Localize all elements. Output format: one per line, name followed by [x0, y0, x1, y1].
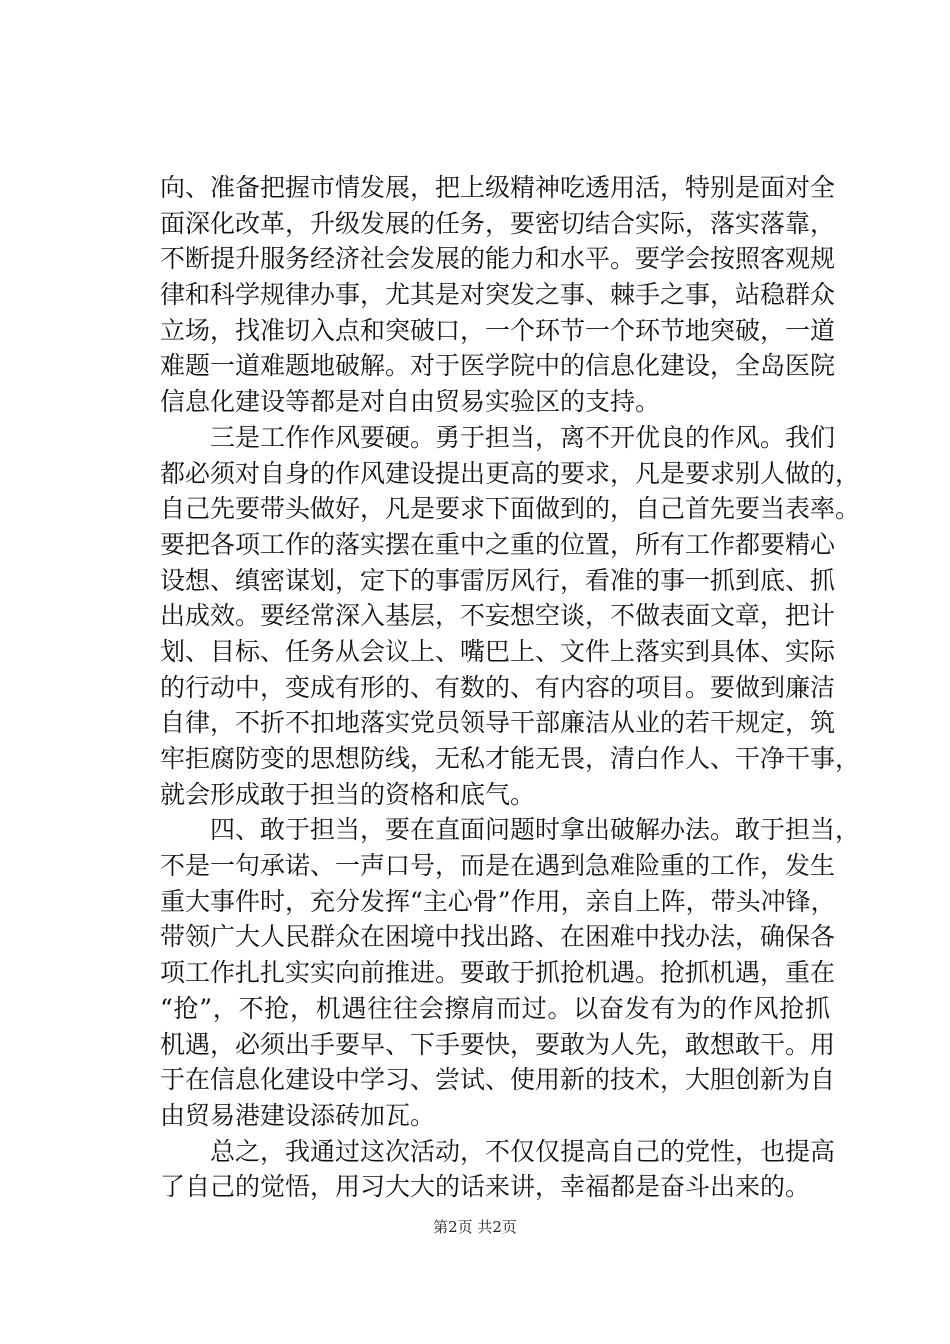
text-line: 牢拒腐防变的思想防线，无私才能无畏，清白作人、干净干事， [160, 744, 861, 773]
text-line: 重大事件时，充分发挥“主心骨”作用，亲自上阵，带头冲锋， [160, 886, 836, 916]
paragraph [160, 170, 836, 420]
text-line: 向、准备把握市情发展，把上级精神吃透用活，特别是面对全 [160, 173, 836, 202]
text-line: 出成效。要经常深入基层，不妄想空谈，不做表面文章，把计 [160, 601, 836, 631]
text-line: 不断提升服务经济社会发展的能力和水平。要学会按照客观规 [160, 244, 836, 274]
text-line: 律和科学规律办事，尤其是对突发之事、棘手之事，站稳群众 [160, 280, 836, 310]
text-line: 自己先要带头做好，凡是要求下面做到的，自己首先要当表率。 [160, 494, 861, 524]
text-line: 于在信息化建设中学习、尝试、使用新的技术，大胆创新为自 [160, 1065, 836, 1095]
text-line: 都必须对自身的作风建设提出更高的要求，凡是要求别人做的， [160, 458, 861, 488]
text-line: 立场，找准切入点和突破口，一个环节一个环节地突破，一道 [160, 315, 836, 345]
text-line: 带领广大人民群众在困境中找出路、在困难中找办法，确保各 [160, 922, 836, 952]
text-line: 信息化建设等都是对自由贸易实验区的支持。 [160, 387, 661, 417]
page-footer: 第2页 共2页 [433, 1218, 517, 1236]
text-line: 三是工作作风要硬。勇于担当，离不开优良的作风。我们 [210, 422, 836, 452]
text-line: 不是一句承诺、一声口号，而是在遇到急难险重的工作，发生 [160, 851, 836, 881]
text-line: 面深化改革，升级发展的任务，要密切结合实际，落实落靠， [160, 208, 836, 238]
text-line: 四、敢于担当，要在直面问题时拿出破解办法。敢于担当， [210, 815, 861, 845]
document-body [160, 170, 861, 1205]
paragraph [160, 1134, 836, 1205]
text-line: 由贸易港建设添砖加瓦。 [160, 1100, 436, 1130]
paragraph [160, 812, 861, 1133]
text-line: 设想、缜密谋划，定下的事雷厉风行，看准的事一抓到底、抓 [160, 565, 836, 595]
text-line: 划、目标、任务从会议上、嘴巴上、文件上落实到具体、实际 [160, 636, 836, 666]
text-line: 的行动中，变成有形的、有数的、有内容的项目。要做到廉洁 [160, 672, 836, 702]
text-line: 项工作扎扎实实向前推进。要敢于抓抢机遇。抢抓机遇，重在 [160, 958, 836, 988]
text-line: 自律，不折不扣地落实党员领导干部廉洁从业的若干规定，筑 [160, 708, 836, 738]
text-line: 要把各项工作的落实摆在重中之重的位置，所有工作都要精心 [160, 529, 836, 559]
text-line: “抢”，不抢，机遇往往会擦肩而过。以奋发有为的作风抢抓 [160, 993, 830, 1023]
text-line: 就会形成敢于担当的资格和底气。 [160, 779, 536, 809]
paragraph [160, 420, 861, 813]
text-line: 机遇，必须出手要早、下手要快，要敢为人先，敢想敢干。用 [160, 1029, 836, 1059]
text-line: 难题一道难题地破解。对于医学院中的信息化建设，全岛医院 [160, 351, 836, 381]
text-line: 了自己的觉悟，用习大大的话来讲，幸福都是奋斗出来的。 [160, 1172, 811, 1202]
text-line: 总之，我通过这次活动，不仅仅提高自己的党性，也提高 [210, 1136, 836, 1166]
